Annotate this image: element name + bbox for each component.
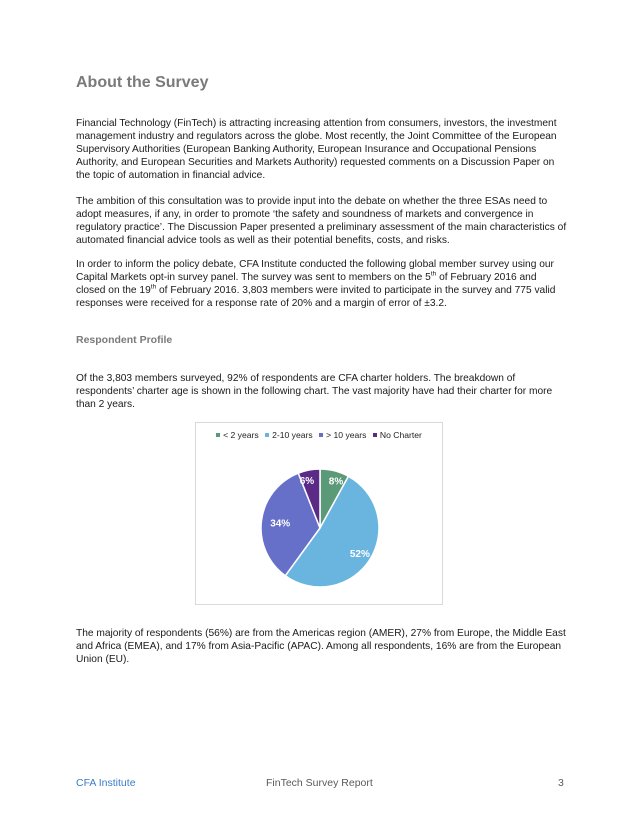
pie-svg (196, 423, 442, 604)
pie-label-1: 52% (349, 548, 370, 560)
respondent-paragraph-1: Of the 3,803 members surveyed, 92% of respondents are CFA charter holders. The breakdown of respondents’ charter age is shown in the following chart. The vast majority have had their charter for more than 2 years. (76, 373, 553, 411)
p3-text-1: In order to inform the policy debate, CFA Institute conducted the following global member survey using our Capital Markets opt-in survey panel. The survey was sent to members on the 5 (76, 259, 554, 284)
pie-label-3: 6% (299, 475, 315, 487)
footer-page-number: 3 (558, 777, 564, 789)
p3-sup-2: th (150, 283, 157, 291)
page-title: About the Survey (76, 74, 209, 91)
pie-label-0: 8% (328, 476, 344, 488)
legend-label-2: > 10 years (326, 430, 367, 440)
p3-text-3: of February 2016. 3,803 members were invited to participate in the survey and 775 valid responses were received for a response rate of 20% and a margin of error of ±3.2. (76, 285, 556, 310)
pie-label-2: 34% (270, 518, 291, 530)
respondent-paragraph-2: The majority of respondents (56%) are from the Americas region (AMER), 27% from Europe, the Middle East and Africa (EMEA), and 17% from Asia-Pacific (APAC). Among all respondents, 16% are from the European Union (EU). (76, 628, 566, 666)
footer-brand: CFA Institute (76, 777, 136, 789)
charter-age-pie-chart (195, 422, 443, 605)
p3-sup-1: th (430, 270, 437, 278)
footer-doc-title: FinTech Survey Report (266, 777, 373, 789)
intro-paragraph-1: Financial Technology (FinTech) is attracting increasing attention from consumers, investors, the investment management industry and regulators across the globe. Most recently, the Joint Committee of the European Supervisory Authorities (European Banking Authority, European Insurance and Occupational Pensions Authority, and European Securities and Markets Authority) requested comments on a Discussion Paper on the topic of automation in financial advice. (76, 118, 557, 182)
legend-label-0: < 2 years (223, 430, 259, 440)
p3-text-2: of February 2016 and closed on the 19 (76, 272, 537, 297)
legend-label-3: No Charter (379, 430, 422, 440)
legend-label-1: 2-10 years (272, 430, 313, 440)
respondent-profile-heading: Respondent Profile (76, 334, 173, 346)
intro-paragraph-2: The ambition of this consultation was to provide input into the debate on whether the three ESAs need to adopt measures, if any, in order to promote ‘the safety and soundness of markets and convergence in regulatory practice’. The Discussion Paper presented a preliminary assessment of the main characteristics of automated financial advice tools as well as their potential benefits, costs, and risks. (76, 196, 567, 247)
intro-paragraph-3 (76, 258, 568, 310)
